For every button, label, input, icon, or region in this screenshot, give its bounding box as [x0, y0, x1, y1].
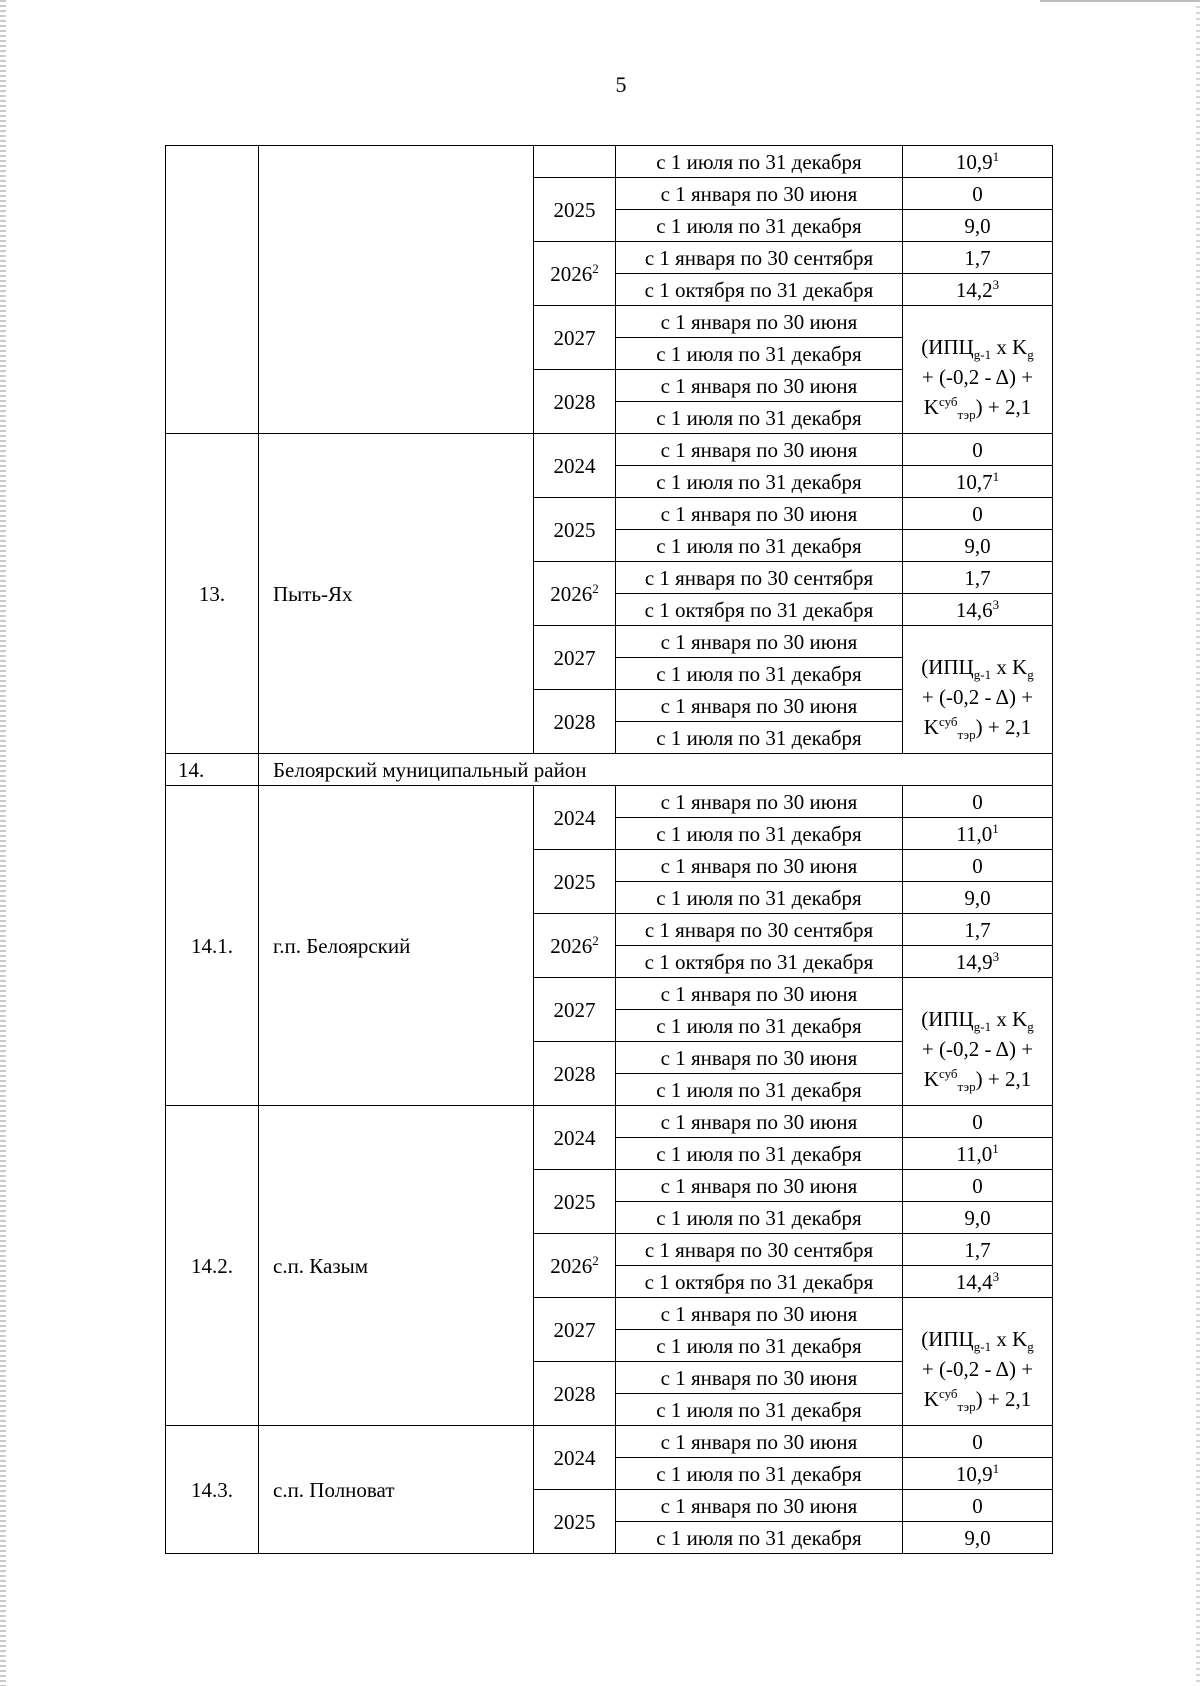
cell-text: 0 — [972, 1109, 983, 1134]
formula-cell — [903, 626, 1053, 754]
period-cell: с 1 января по 30 июня — [616, 1042, 903, 1074]
row-number: 14. — [166, 754, 259, 786]
period-cell: с 1 января по 30 июня — [616, 978, 903, 1010]
value-cell — [903, 818, 1053, 850]
period-cell: с 1 июля по 31 декабря — [616, 338, 903, 370]
period-cell: с 1 октября по 31 декабря — [616, 946, 903, 978]
period-cell: с 1 июля по 31 декабря — [616, 1010, 903, 1042]
formula-sub: g — [1027, 1338, 1034, 1354]
value-cell — [903, 498, 1053, 530]
period-cell: с 1 января по 30 июня — [616, 1490, 903, 1522]
municipality-name: г.п. Белоярский — [259, 786, 534, 1106]
cell-text: 2025 — [553, 517, 596, 542]
municipality-name: с.п. Полноват — [259, 1426, 534, 1554]
period-cell: с 1 октября по 31 декабря — [616, 274, 903, 306]
table-row — [166, 146, 1053, 178]
formula-sub: тэр — [957, 406, 976, 422]
period-cell: с 1 октября по 31 декабря — [616, 1266, 903, 1298]
value-cell — [903, 562, 1053, 594]
value-cell — [903, 466, 1053, 498]
value-cell — [903, 786, 1053, 818]
table-row — [166, 1106, 1053, 1138]
year-cell — [534, 1234, 616, 1298]
cell-text: 9,0 — [964, 1525, 991, 1550]
formula-line — [903, 652, 1052, 682]
period-cell: с 1 января по 30 июня — [616, 1106, 903, 1138]
value-cell — [903, 1426, 1053, 1458]
cell-text: 1,7 — [964, 917, 991, 942]
formula-sup: суб — [938, 1065, 958, 1081]
formula-sub: g-1 — [973, 1338, 992, 1354]
period-cell: с 1 июля по 31 декабря — [616, 818, 903, 850]
cell-text: 11,0 — [956, 1141, 993, 1166]
value-cell — [903, 178, 1053, 210]
footnote-marker: 3 — [992, 596, 1000, 612]
cell-text: 10,7 — [955, 469, 993, 494]
year-cell — [534, 1170, 616, 1234]
tariff-table — [165, 145, 1053, 1554]
value-cell — [903, 1522, 1053, 1554]
cell-text: 14,4 — [955, 1269, 993, 1294]
period-cell: с 1 января по 30 июня — [616, 1298, 903, 1330]
formula-line: + (-0,2 - Δ) + — [921, 364, 1034, 389]
period-cell: с 1 июля по 31 декабря — [616, 1330, 903, 1362]
year-cell — [534, 850, 616, 914]
formula-sub: тэр — [957, 1078, 976, 1094]
footnote-marker: 3 — [992, 1268, 1000, 1284]
formula-part: K — [923, 714, 939, 739]
formula-line: + (-0,2 - Δ) + — [921, 1036, 1034, 1061]
formula-line — [903, 332, 1052, 362]
row-number: 14.1. — [166, 786, 259, 1106]
footnote-marker: 1 — [992, 1140, 999, 1156]
formula-line — [903, 1384, 1052, 1414]
footnote-marker: 3 — [992, 276, 1000, 292]
cell-text: 2027 — [553, 325, 596, 350]
period-cell: с 1 июля по 31 декабря — [616, 882, 903, 914]
formula-line — [903, 1004, 1052, 1034]
cell-text: 2027 — [553, 645, 596, 670]
period-cell: с 1 января по 30 июня — [616, 626, 903, 658]
cell-text: 2024 — [553, 453, 596, 478]
formula-part: ) + 2,1 — [975, 714, 1032, 739]
cell-text: 2028 — [553, 1381, 596, 1406]
period-cell: с 1 июля по 31 декабря — [616, 1202, 903, 1234]
cell-text: 2026 — [550, 261, 593, 286]
year-cell — [534, 306, 616, 370]
row-number — [166, 146, 259, 434]
formula-part: (ИПЦ — [921, 1006, 974, 1031]
table-row — [166, 754, 1053, 786]
period-cell: с 1 января по 30 июня — [616, 850, 903, 882]
row-number: 13. — [166, 434, 259, 754]
cell-text: 0 — [972, 181, 983, 206]
value-cell — [903, 1266, 1053, 1298]
cell-text: 1,7 — [964, 565, 991, 590]
cell-text: 2025 — [553, 197, 596, 222]
year-cell — [534, 786, 616, 850]
value-cell — [903, 146, 1053, 178]
period-cell: с 1 января по 30 сентября — [616, 242, 903, 274]
cell-text: 2025 — [553, 869, 596, 894]
value-cell — [903, 946, 1053, 978]
formula-sub: тэр — [957, 726, 976, 742]
cell-text: 1,7 — [964, 245, 991, 270]
footnote-marker: 2 — [592, 580, 599, 596]
formula-sub: g — [1027, 1018, 1034, 1034]
value-cell — [903, 914, 1053, 946]
scan-top-mark — [1040, 0, 1200, 2]
cell-text: 2024 — [553, 805, 596, 830]
cell-text: 0 — [972, 1493, 983, 1518]
cell-text: 2028 — [553, 709, 596, 734]
value-cell — [903, 1170, 1053, 1202]
formula-sub: g-1 — [973, 346, 992, 362]
cell-text: 2025 — [553, 1509, 596, 1534]
cell-text: 9,0 — [964, 1205, 991, 1230]
year-cell — [534, 370, 616, 434]
formula-part: x K — [991, 1006, 1028, 1031]
formula-part: (ИПЦ — [921, 334, 974, 359]
period-cell: с 1 июля по 31 декабря — [616, 658, 903, 690]
value-cell — [903, 530, 1053, 562]
period-cell: с 1 июля по 31 декабря — [616, 1138, 903, 1170]
year-cell — [534, 978, 616, 1042]
period-cell: с 1 января по 30 июня — [616, 370, 903, 402]
cell-text: 10,9 — [955, 149, 993, 174]
period-cell: с 1 января по 30 сентября — [616, 562, 903, 594]
value-cell — [903, 1106, 1053, 1138]
value-cell — [903, 1234, 1053, 1266]
year-cell — [534, 626, 616, 690]
cell-text: 2024 — [553, 1445, 596, 1470]
formula-cell — [903, 978, 1053, 1106]
year-cell — [534, 146, 616, 178]
formula-sup: суб — [938, 713, 958, 729]
year-cell — [534, 1106, 616, 1170]
municipality-name — [259, 146, 534, 434]
footnote-marker: 2 — [592, 1252, 599, 1268]
cell-text: 14,9 — [955, 949, 993, 974]
scan-left-edge — [0, 0, 6, 1686]
year-cell — [534, 1298, 616, 1362]
formula-sub: тэр — [957, 1398, 976, 1414]
formula-part: x K — [991, 1326, 1028, 1351]
period-cell: с 1 января по 30 июня — [616, 786, 903, 818]
period-cell: с 1 января по 30 сентября — [616, 914, 903, 946]
formula-sup: суб — [938, 393, 958, 409]
period-cell: с 1 июля по 31 декабря — [616, 1522, 903, 1554]
cell-text: 0 — [972, 1173, 983, 1198]
cell-text: 0 — [972, 501, 983, 526]
period-cell: с 1 июля по 31 декабря — [616, 402, 903, 434]
period-cell: с 1 июля по 31 декабря — [616, 722, 903, 754]
cell-text: 9,0 — [964, 533, 991, 558]
year-cell — [534, 1362, 616, 1426]
period-cell: с 1 июля по 31 декабря — [616, 210, 903, 242]
formula-part: K — [923, 1066, 939, 1091]
formula-part: x K — [991, 334, 1028, 359]
period-cell: с 1 января по 30 июня — [616, 306, 903, 338]
cell-text: 0 — [972, 789, 983, 814]
formula-line — [903, 392, 1052, 422]
value-cell — [903, 1458, 1053, 1490]
table-row — [166, 786, 1053, 818]
cell-text: 11,0 — [956, 821, 993, 846]
value-cell — [903, 1138, 1053, 1170]
period-cell: с 1 июля по 31 декабря — [616, 1074, 903, 1106]
value-cell — [903, 434, 1053, 466]
formula-sub: g-1 — [973, 1018, 992, 1034]
cell-text: 9,0 — [964, 885, 991, 910]
footnote-marker: 3 — [992, 948, 1000, 964]
footnote-marker: 2 — [592, 932, 599, 948]
year-cell — [534, 434, 616, 498]
formula-part: K — [923, 394, 939, 419]
cell-text: 2024 — [553, 1125, 596, 1150]
year-cell — [534, 498, 616, 562]
period-cell: с 1 января по 30 июня — [616, 178, 903, 210]
formula-part: (ИПЦ — [921, 654, 974, 679]
value-cell — [903, 210, 1053, 242]
value-cell — [903, 850, 1053, 882]
formula-line — [903, 712, 1052, 742]
value-cell — [903, 1490, 1053, 1522]
period-cell: с 1 января по 30 июня — [616, 434, 903, 466]
formula-part: ) + 2,1 — [975, 1066, 1032, 1091]
year-cell — [534, 914, 616, 978]
cell-text: 1,7 — [964, 1237, 991, 1262]
formula-part: K — [923, 1386, 939, 1411]
cell-text: 2025 — [553, 1189, 596, 1214]
formula-sub: g — [1027, 346, 1034, 362]
value-cell — [903, 242, 1053, 274]
municipality-name: с.п. Казым — [259, 1106, 534, 1426]
table-row — [166, 1426, 1053, 1458]
cell-text: 14,6 — [955, 597, 993, 622]
cell-text: 2026 — [550, 581, 593, 606]
formula-line — [903, 1324, 1052, 1354]
cell-text: 2026 — [550, 1253, 593, 1278]
period-cell: с 1 января по 30 июня — [616, 498, 903, 530]
cell-text: 2027 — [553, 997, 596, 1022]
period-cell: с 1 января по 30 июня — [616, 1170, 903, 1202]
value-cell — [903, 594, 1053, 626]
year-cell — [534, 1042, 616, 1106]
formula-line: + (-0,2 - Δ) + — [921, 1356, 1034, 1381]
cell-text: 10,9 — [955, 1461, 993, 1486]
municipality-name: Пыть-Ях — [259, 434, 534, 754]
cell-text: 2026 — [550, 933, 593, 958]
formula-part: ) + 2,1 — [975, 1386, 1032, 1411]
period-cell: с 1 января по 30 июня — [616, 690, 903, 722]
formula-sub: g-1 — [973, 666, 992, 682]
period-cell: с 1 июля по 31 декабря — [616, 1394, 903, 1426]
cell-text: 2028 — [553, 389, 596, 414]
footnote-marker: 1 — [992, 1460, 1000, 1476]
formula-sub: g — [1027, 666, 1034, 682]
footnote-marker: 1 — [992, 148, 1000, 164]
cell-text: 0 — [972, 853, 983, 878]
cell-text: 0 — [972, 437, 983, 462]
value-cell — [903, 882, 1053, 914]
year-cell — [534, 690, 616, 754]
cell-text: 2028 — [553, 1061, 596, 1086]
formula-line: + (-0,2 - Δ) + — [921, 684, 1034, 709]
period-cell: с 1 июля по 31 декабря — [616, 146, 903, 178]
formula-cell — [903, 306, 1053, 434]
period-cell: с 1 июля по 31 декабря — [616, 1458, 903, 1490]
footnote-marker: 2 — [592, 260, 599, 276]
cell-text: 2027 — [553, 1317, 596, 1342]
year-cell — [534, 178, 616, 242]
period-cell: с 1 июля по 31 декабря — [616, 466, 903, 498]
period-cell: с 1 января по 30 июня — [616, 1426, 903, 1458]
scan-right-edge — [1196, 0, 1200, 1686]
formula-part: x K — [991, 654, 1028, 679]
formula-sup: суб — [938, 1385, 958, 1401]
cell-text: 0 — [972, 1429, 983, 1454]
period-cell: с 1 июля по 31 декабря — [616, 530, 903, 562]
value-cell — [903, 1202, 1053, 1234]
year-cell — [534, 242, 616, 306]
year-cell — [534, 562, 616, 626]
formula-part: ) + 2,1 — [975, 394, 1032, 419]
table-row — [166, 434, 1053, 466]
cell-text: 14,2 — [955, 277, 993, 302]
value-cell — [903, 274, 1053, 306]
formula-cell — [903, 1298, 1053, 1426]
period-cell: с 1 января по 30 июня — [616, 1362, 903, 1394]
region-name: Белоярский муниципальный район — [259, 754, 1053, 786]
row-number: 14.3. — [166, 1426, 259, 1554]
period-cell: с 1 января по 30 сентября — [616, 1234, 903, 1266]
footnote-marker: 1 — [992, 468, 1000, 484]
footnote-marker: 1 — [992, 820, 999, 836]
period-cell: с 1 октября по 31 декабря — [616, 594, 903, 626]
row-number: 14.2. — [166, 1106, 259, 1426]
year-cell — [534, 1490, 616, 1554]
year-cell — [534, 1426, 616, 1490]
formula-line — [903, 1064, 1052, 1094]
page-number: 5 — [615, 72, 627, 97]
formula-part: (ИПЦ — [921, 1326, 974, 1351]
cell-text: 9,0 — [964, 213, 991, 238]
